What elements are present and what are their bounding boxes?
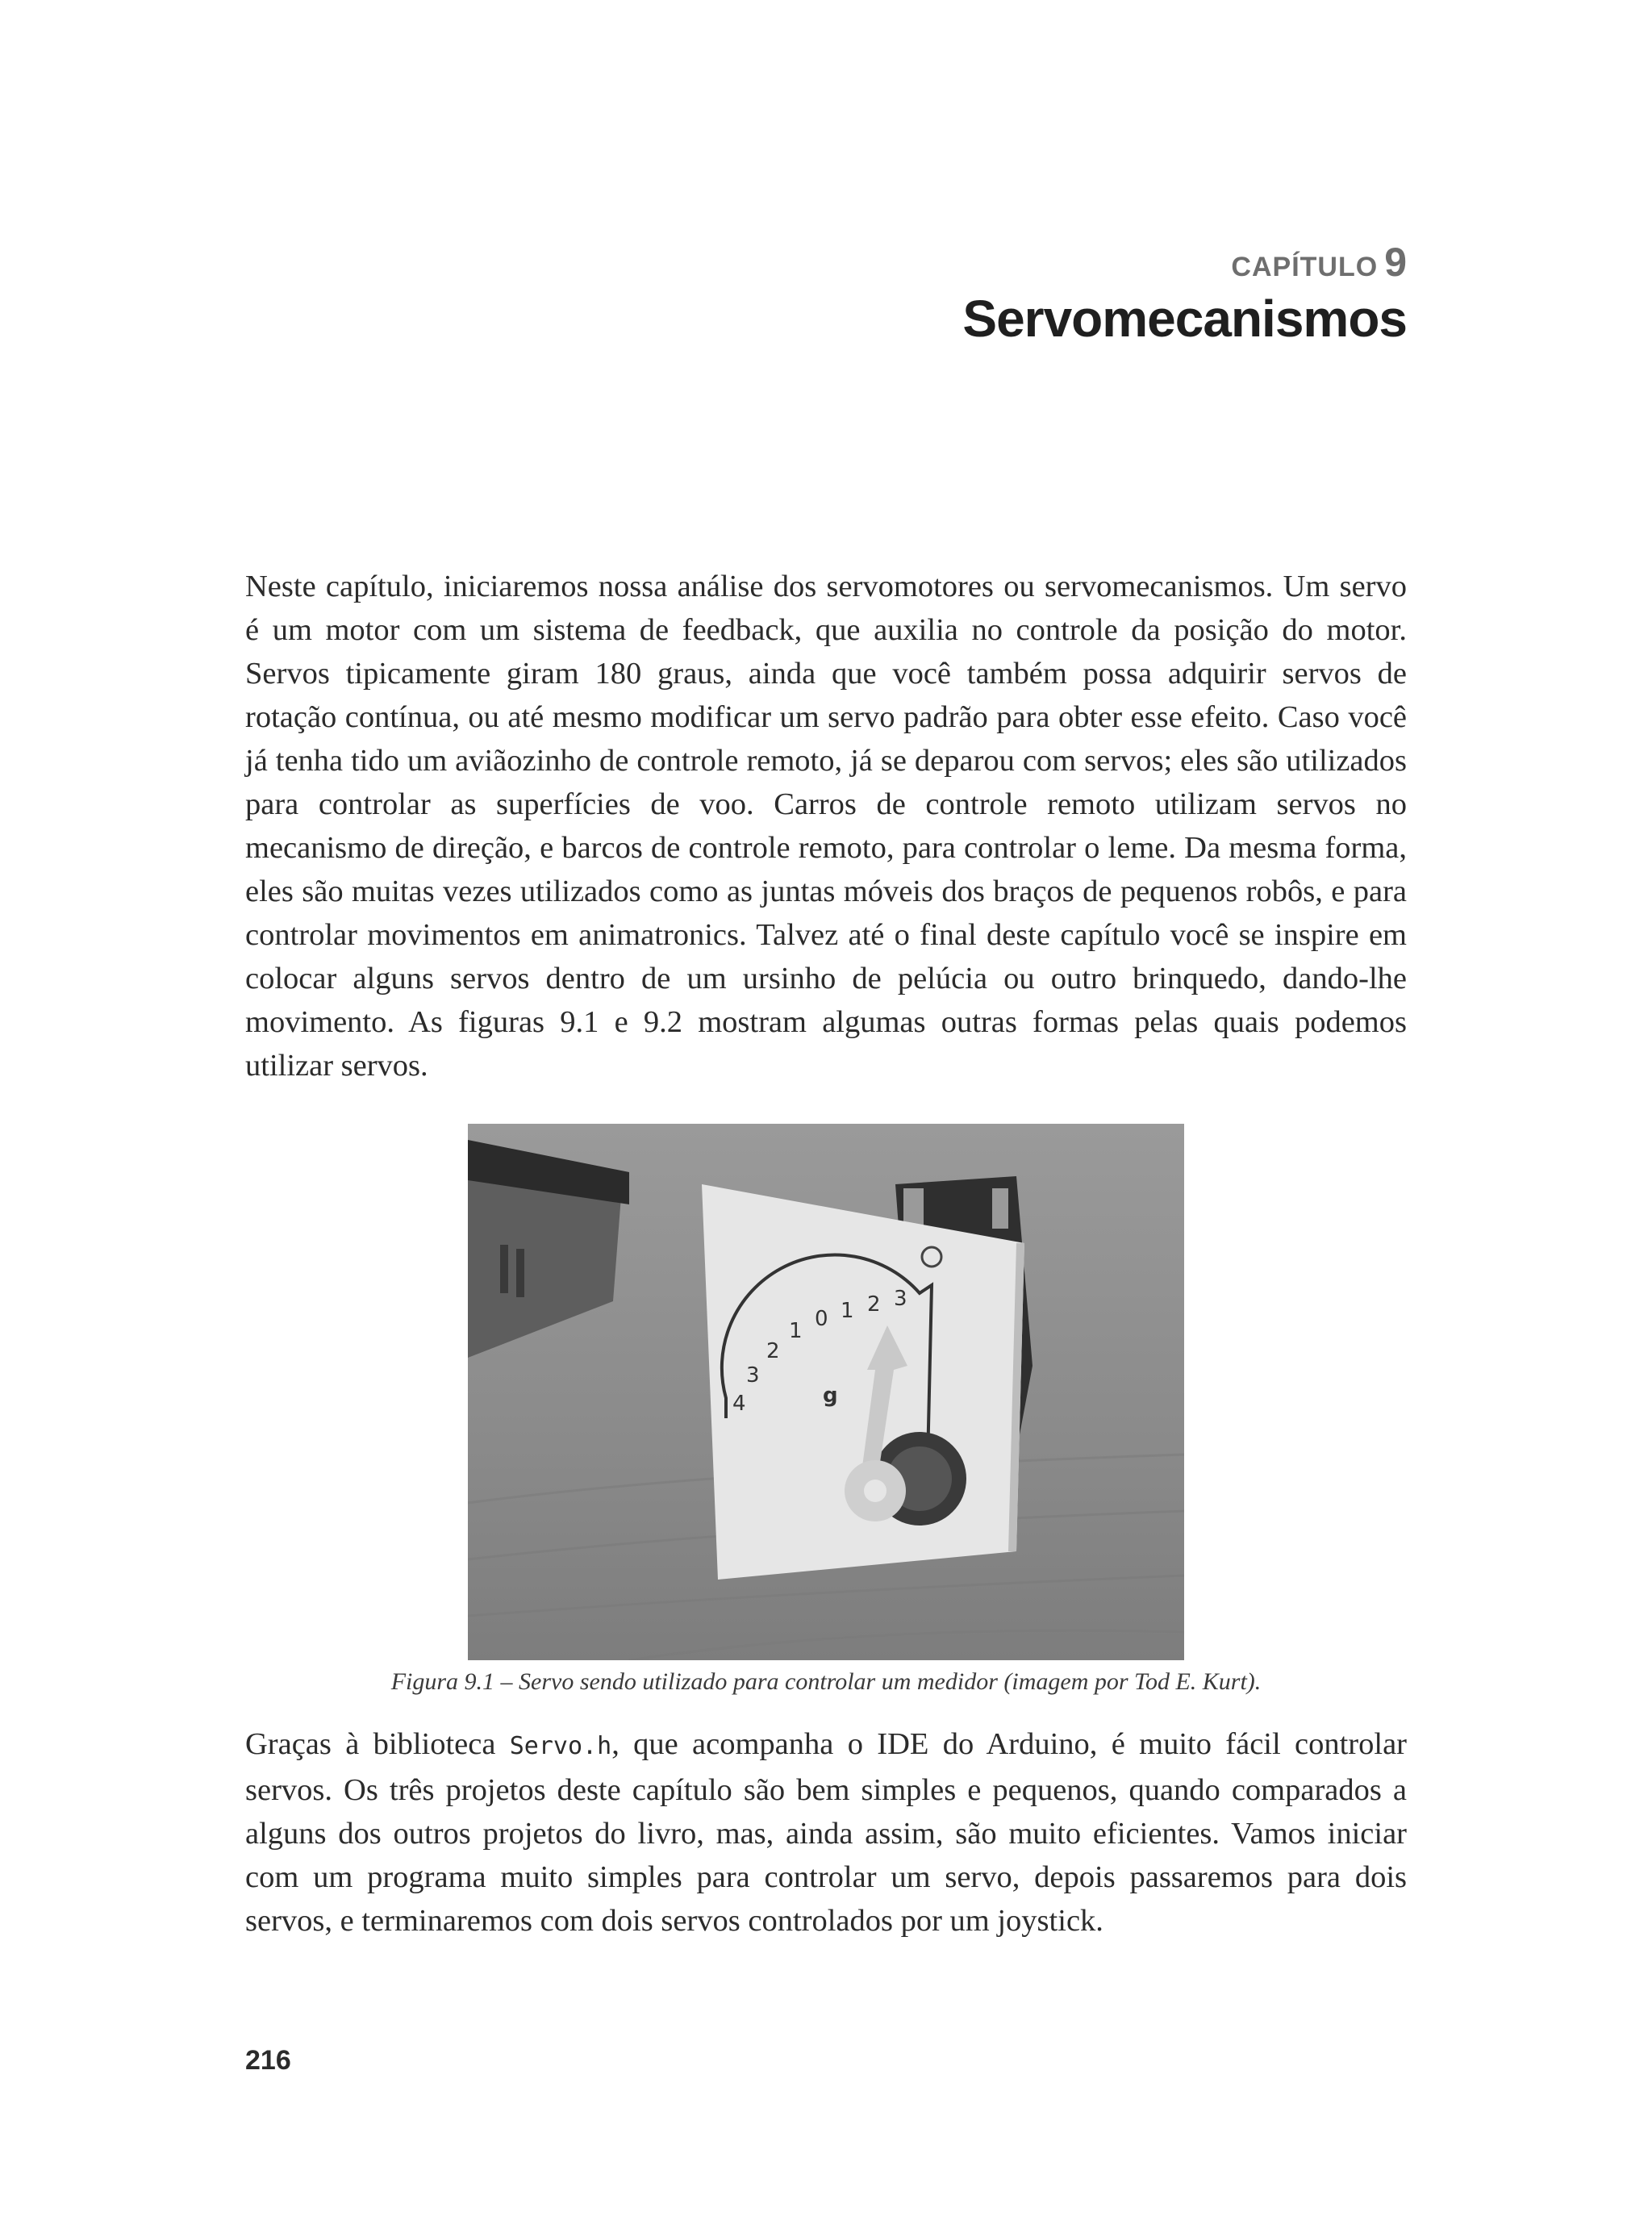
paragraph-text: Graças à biblioteca (245, 1727, 510, 1761)
page-number: 216 (245, 2045, 291, 2076)
dial-tick-label: 1 (841, 1299, 854, 1323)
chapter-label: CAPÍTULO (1231, 252, 1379, 282)
dial-tick-label: 2 (766, 1339, 780, 1363)
dial-tick-label: 2 (867, 1292, 881, 1317)
dial-tick-label: 4 (732, 1392, 746, 1416)
chapter-label-line (962, 239, 1407, 286)
dial-tick-label: 3 (746, 1363, 760, 1388)
chapter-header (962, 239, 1407, 349)
dial-tick-label: 0 (815, 1307, 828, 1331)
figure-servo-meter-photo (468, 1124, 1184, 1660)
body-paragraph (245, 1722, 1407, 1943)
paragraph-text: , que acompanha o IDE do Arduino, é muito fácil controlar servos. Os três projetos deste capítulo são bem simples e pequenos, quando comparados a alguns dos outros projetos do livro, mas, ainda assim, são muito eficientes. Vamos iniciar com um programa muito simples para controlar um servo, depois passaremos para dois servos, e terminaremos com dois servos controlados por um joystick. (245, 1727, 1407, 1938)
chapter-title: Servomecanismos (962, 290, 1407, 348)
dial-unit-label: g (823, 1384, 838, 1408)
inline-code: Servo.h (509, 1732, 612, 1760)
servo-meter-illustration (468, 1124, 1184, 1660)
chapter-number: 9 (1384, 240, 1407, 285)
dial-tick-label: 3 (894, 1287, 907, 1311)
intro-paragraph: Neste capítulo, iniciaremos nossa análise dos servomotores ou servomecanismos. Um servo é um motor com um sistema de feedback, que auxilia no controle da posição do motor. Servos tipicamente giram 180 graus, ainda que você também possa adquirir servos de rotação contínua, ou até mesmo modificar um servo padrão para obter esse efeito. Caso você já tenha tido um aviãozinho de controle remoto, já se deparou com servos; eles são utilizados para controlar as superfícies de voo. Carros de controle remoto utilizam servos no mecanismo de direção, e barcos de controle remoto, para controlar o leme. Da mesma forma, eles são muitas vezes utilizados como as juntas móveis dos braços de pequenos robôs, e para controlar movimentos em animatronics. Talvez até o final deste capítulo você se inspire em colocar alguns servos dentro de um ursinho de pelúcia ou outro brinquedo, dando-lhe movimento. As figuras 9.1 e 9.2 mostram algumas outras formas pelas quais podemos utilizar servos. (245, 570, 1407, 1083)
dial-tick-label: 1 (789, 1319, 803, 1343)
figure-caption: Figura 9.1 – Servo sendo utilizado para controlar um medidor (imagem por Tod E. Kurt). (390, 1668, 1262, 1695)
